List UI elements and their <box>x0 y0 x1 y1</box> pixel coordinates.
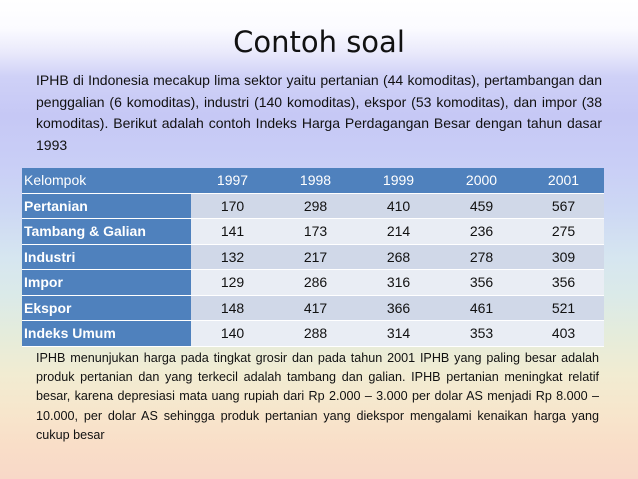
table-cell: 309 <box>523 244 604 270</box>
table-cell: 170 <box>191 193 274 219</box>
row-label: Pertanian <box>22 193 191 219</box>
conclusion-paragraph: IPHB menunjukan harga pada tingkat grosir dan pada tahun 2001 IPHB yang paling besar adalah produk pertanian dan yang terkecil adalah tambang dan galian. IPHB pertanian meningkat relatif besar, karena depresiasi mata uang rupiah dari Rp 2.000 – 3.000 per dolar AS menjadi Rp 8.000 – 10.000, per dolar AS sehingga produk pertanian yang diekspor mengalami kenaikan harga yang cukup besar <box>36 351 599 442</box>
table-cell: 314 <box>357 321 440 347</box>
table-cell: 173 <box>274 219 357 245</box>
table-row <box>22 270 604 296</box>
table-cell: 298 <box>274 193 357 219</box>
table-cell: 148 <box>191 295 274 321</box>
table-cell: 521 <box>523 295 604 321</box>
table-cell: 356 <box>440 270 523 296</box>
table-cell: 217 <box>274 244 357 270</box>
table-cell: 567 <box>523 193 604 219</box>
table-cell: 316 <box>357 270 440 296</box>
table-row <box>22 295 604 321</box>
header-1999: 1999 <box>357 168 440 193</box>
table-cell: 141 <box>191 219 274 245</box>
table-cell: 278 <box>440 244 523 270</box>
table-cell: 129 <box>191 270 274 296</box>
table-cell: 410 <box>357 193 440 219</box>
row-label: Indeks Umum <box>22 321 191 347</box>
table-row <box>22 321 604 347</box>
table-row <box>22 244 604 270</box>
table-cell: 356 <box>523 270 604 296</box>
table-cell: 288 <box>274 321 357 347</box>
table-header-row <box>22 168 604 193</box>
header-kelompok: Kelompok <box>22 168 191 193</box>
table-cell: 236 <box>440 219 523 245</box>
header-1997: 1997 <box>191 168 274 193</box>
table-cell: 132 <box>191 244 274 270</box>
row-label: Impor <box>22 270 191 296</box>
table-cell: 353 <box>440 321 523 347</box>
row-label: Industri <box>22 244 191 270</box>
table-cell: 461 <box>440 295 523 321</box>
table-row <box>22 193 604 219</box>
slide-title: Contoh soal <box>233 25 405 59</box>
row-label: Ekspor <box>22 295 191 321</box>
table-cell: 214 <box>357 219 440 245</box>
table-cell: 275 <box>523 219 604 245</box>
table-row <box>22 219 604 245</box>
table-cell: 366 <box>357 295 440 321</box>
table-cell: 286 <box>274 270 357 296</box>
table-cell: 459 <box>440 193 523 219</box>
table-cell: 417 <box>274 295 357 321</box>
table-cell: 403 <box>523 321 604 347</box>
intro-paragraph: IPHB di Indonesia mecakup lima sektor yaitu pertanian (44 komoditas), pertambangan dan penggalian (6 komoditas), industri (140 komoditas), ekspor (53 komoditas), dan impor (38 komoditas). Berikut adalah contoh Indeks Harga Perdagangan Besar dengan tahun dasar 1993 <box>36 72 602 153</box>
row-label: Tambang & Galian <box>22 219 191 245</box>
header-2000: 2000 <box>440 168 523 193</box>
table-cell: 140 <box>191 321 274 347</box>
table-cell: 268 <box>357 244 440 270</box>
header-2001: 2001 <box>523 168 604 193</box>
header-1998: 1998 <box>274 168 357 193</box>
price-index-table <box>22 168 604 347</box>
